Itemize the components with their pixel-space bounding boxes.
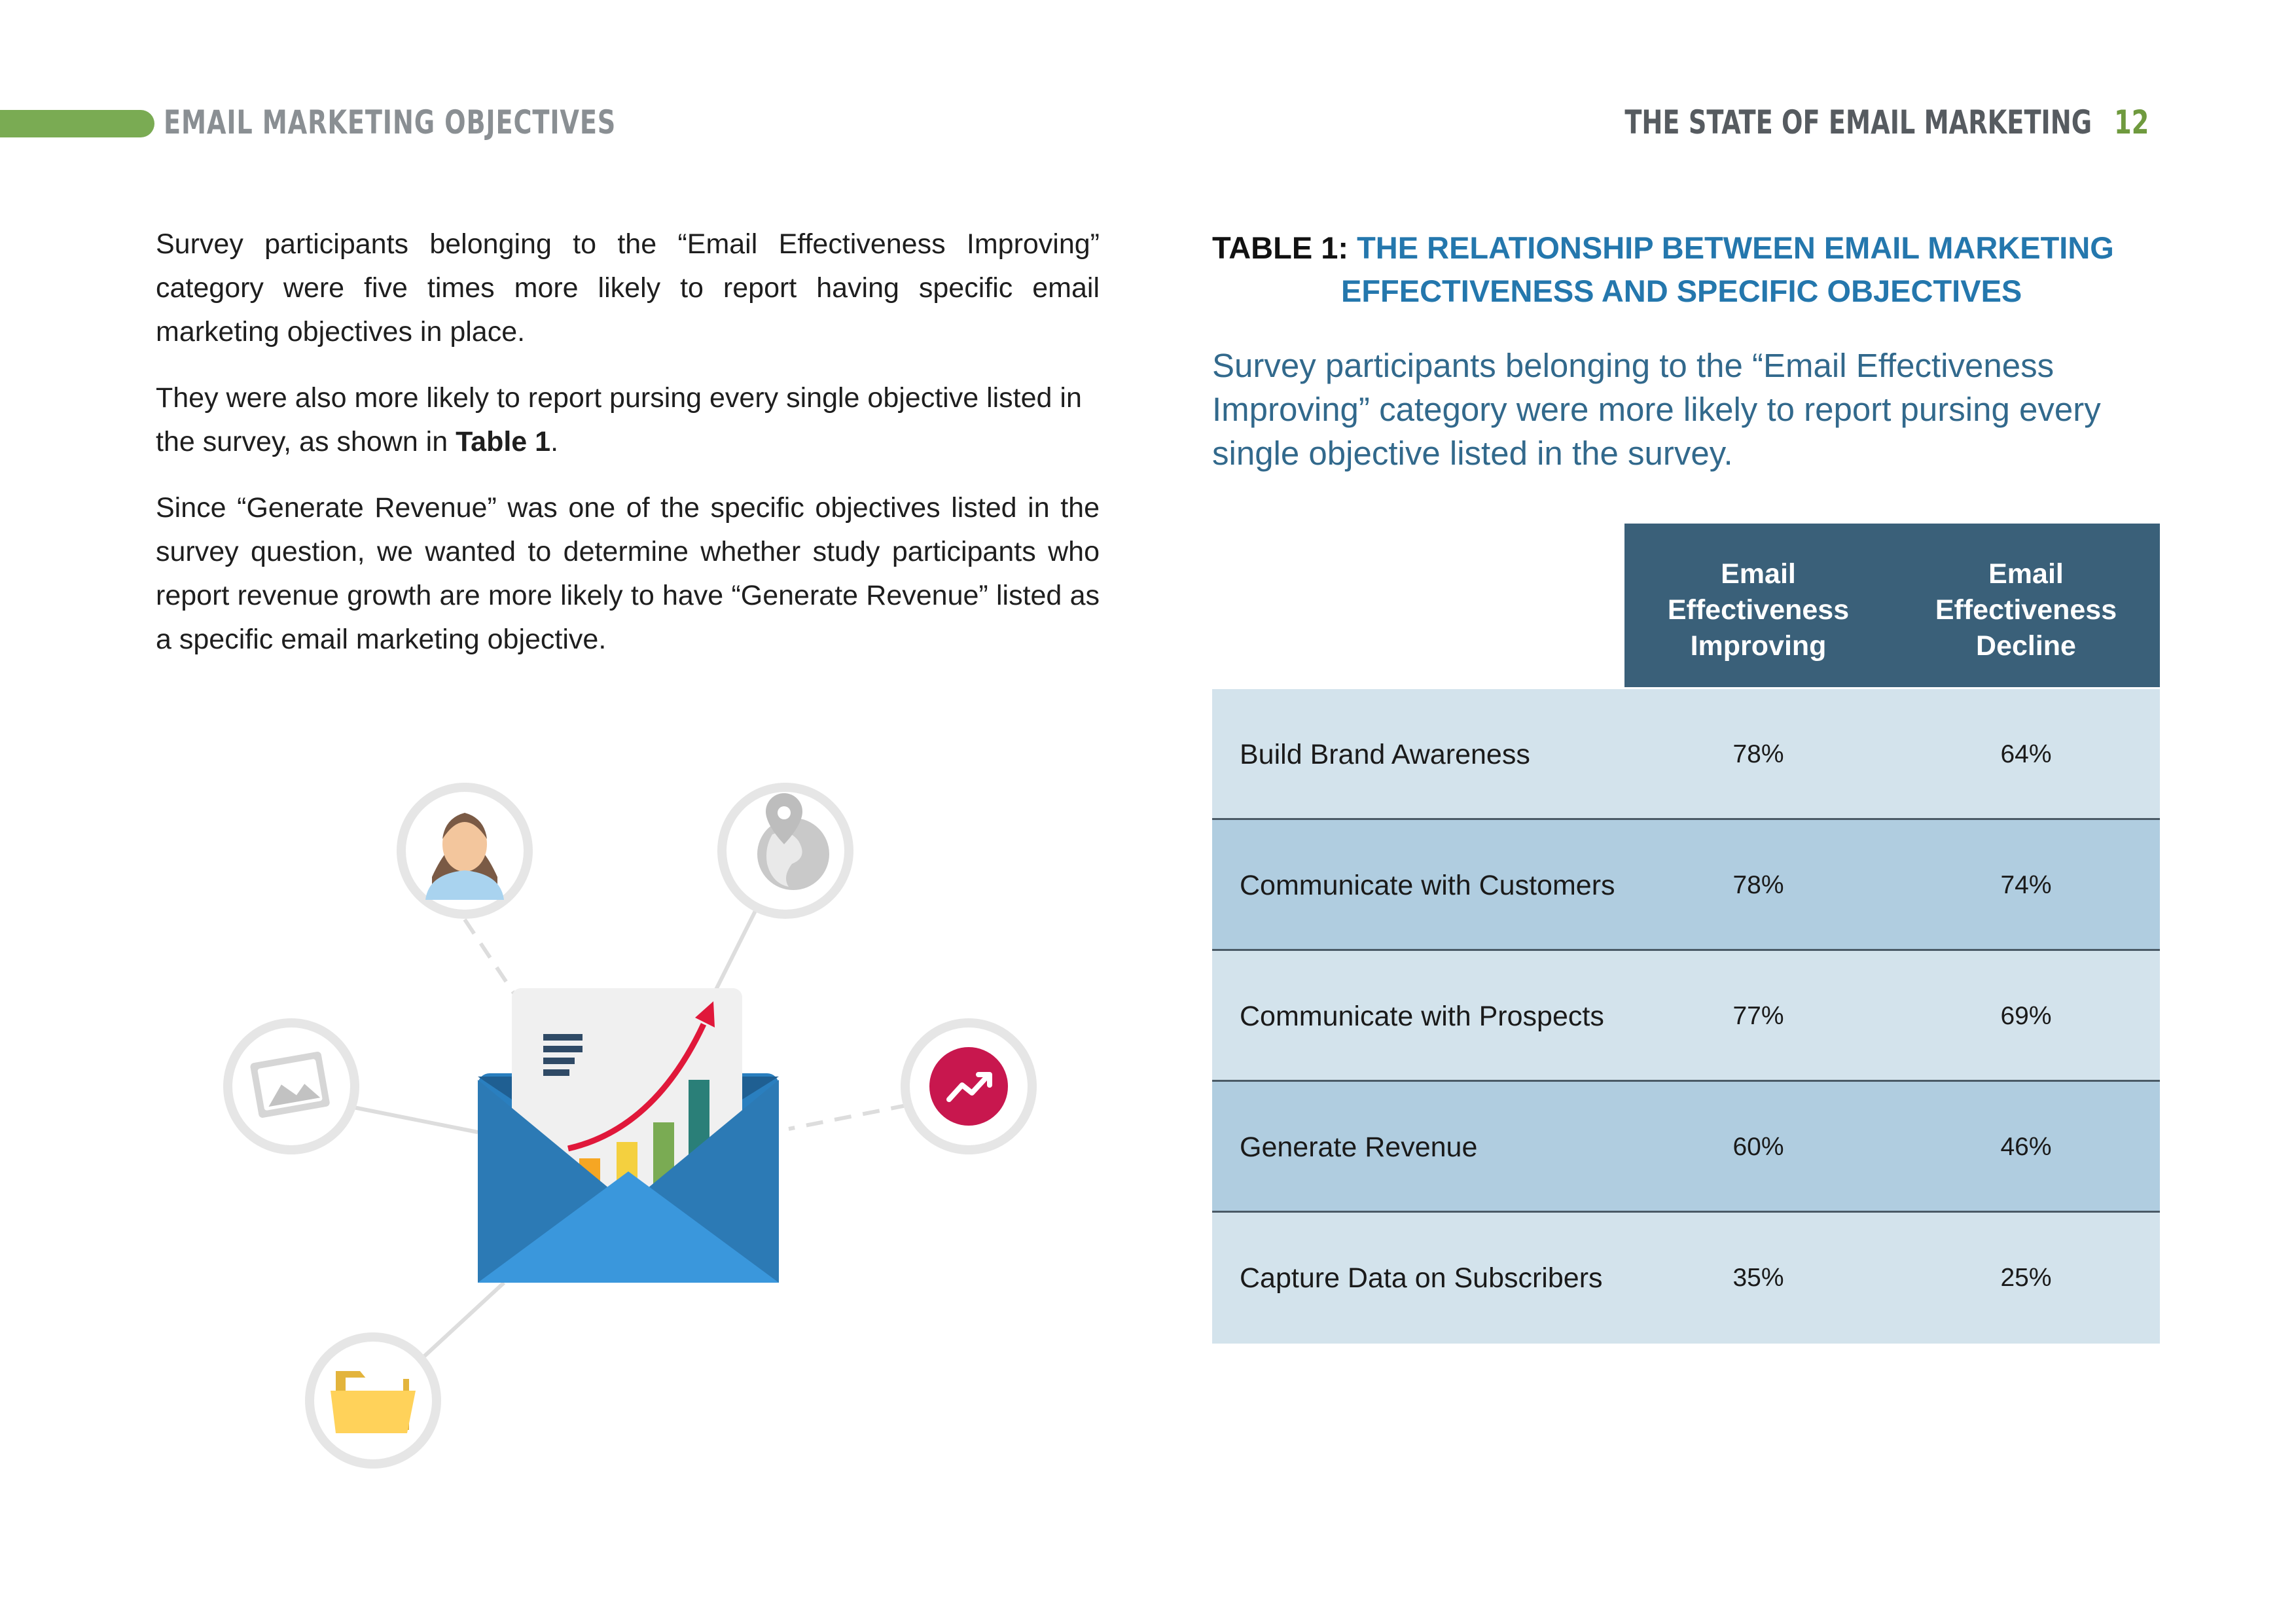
table-title-line-2: EFFECTIVENESS AND SPECIFIC OBJECTIVES <box>1341 274 2022 308</box>
column-header-decline <box>1892 556 2160 664</box>
table-title <box>1212 226 2155 313</box>
header-line: Improving <box>1690 630 1827 662</box>
objective-label: Generate Revenue <box>1240 1132 1478 1163</box>
header-line: Email <box>1721 558 1796 590</box>
user-icon <box>401 787 528 914</box>
trending-up-icon <box>905 1023 1032 1150</box>
folder-icon <box>310 1337 437 1464</box>
table-reference: Table 1 <box>456 426 551 457</box>
page-number: 12 <box>2113 103 2149 141</box>
envelope-chart-icon <box>478 988 779 1283</box>
objective-label: Communicate with Prospects <box>1240 1001 1604 1032</box>
section-title: EMAIL MARKETING OBJECTIVES <box>164 103 617 141</box>
header-accent-bar <box>0 110 154 137</box>
decline-value: 25% <box>2000 1264 2052 1292</box>
improving-value: 60% <box>1732 1133 1784 1161</box>
paragraph-2-text: They were also more likely to report pursing every single objective listed in the survey, as shown in <box>156 382 1082 457</box>
header-line: Effectiveness <box>1667 594 1850 626</box>
objective-label: Communicate with Customers <box>1240 870 1615 901</box>
document-title: THE STATE OF EMAIL MARKETING <box>1624 103 2092 141</box>
paragraph-2 <box>156 376 1100 464</box>
table-row <box>1212 689 2160 820</box>
table-row <box>1212 820 2160 951</box>
header-line: Decline <box>1976 630 2076 662</box>
paragraph-2-end: . <box>550 426 559 457</box>
table-subtitle: Survey participants belonging to the “Email Effectiveness Improving” category were more likely to report pursing every single objective listed in the survey. <box>1212 347 2101 472</box>
globe-icon <box>722 787 849 914</box>
improving-value: 78% <box>1732 871 1784 899</box>
table-body <box>1212 689 2160 1344</box>
body-text <box>156 223 1100 684</box>
table-title-line-1: THE RELATIONSHIP BETWEEN EMAIL MARKETING <box>1357 230 2114 265</box>
objective-label: Capture Data on Subscribers <box>1240 1262 1603 1294</box>
image-icon <box>228 1023 355 1150</box>
table-row <box>1212 951 2160 1082</box>
decline-value: 46% <box>2000 1133 2052 1161</box>
decline-value: 64% <box>2000 740 2052 768</box>
decline-value: 69% <box>2000 1002 2052 1030</box>
table-row <box>1212 1213 2160 1344</box>
paragraph-1: Survey participants belonging to the “Email Effectiveness Improving” category were five times more likely to report having specific email marketing objectives in place. <box>156 228 1100 348</box>
header-line: Effectiveness <box>1935 594 2117 626</box>
table-label: TABLE 1: <box>1212 230 1349 265</box>
decline-value: 74% <box>2000 871 2052 899</box>
improving-value: 35% <box>1732 1264 1784 1292</box>
table-header <box>1624 524 2160 687</box>
objective-label: Build Brand Awareness <box>1240 739 1530 770</box>
improving-value: 78% <box>1732 740 1784 768</box>
header-line: Email <box>1988 558 2064 590</box>
email-marketing-illustration <box>196 766 1060 1486</box>
improving-value: 77% <box>1732 1002 1784 1030</box>
column-header-improving <box>1624 556 1892 664</box>
paragraph-3: Since “Generate Revenue” was one of the specific objectives listed in the survey question, we wanted to determine whether study participants who report revenue growth are more likely to have “Generate Revenue” listed as a specific email marketing objective. <box>156 492 1100 655</box>
document-header <box>1624 103 2149 141</box>
table-row <box>1212 1082 2160 1213</box>
